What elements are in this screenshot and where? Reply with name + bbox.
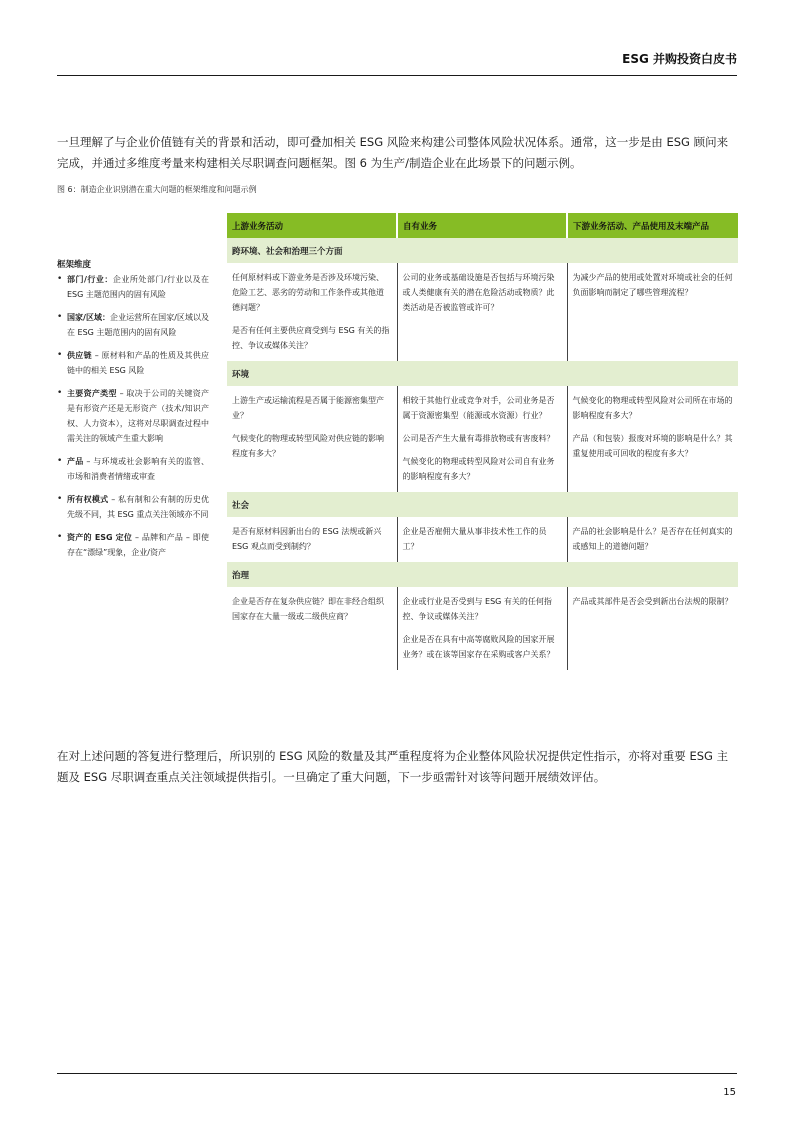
question-text: 任何原材料或下游业务是否涉及环境污染、危险工艺、恶劣的劳动和工作条件或其他道德问题？ — [232, 273, 384, 312]
bullet-icon: • — [57, 274, 63, 284]
question-cell-upstream — [227, 587, 397, 670]
sidebar-item-term: 资产的 ESG 定位 — [67, 533, 133, 542]
question-cell-own-operations — [397, 517, 567, 562]
header-rule — [57, 75, 737, 76]
question-text: 公司是否产生大量有毒排放物或有害废料？ — [402, 434, 555, 443]
issue-matrix — [227, 213, 738, 670]
bullet-icon: • — [57, 312, 63, 322]
bullet-icon: • — [57, 456, 63, 466]
bullet-icon: • — [57, 388, 63, 398]
question-text: 企业是否雇佣大量从事非技术性工作的员工？ — [402, 527, 547, 551]
sidebar-item-text: 企业运营所在国家/区域以及在 ESG 主题范围内的固有风险 — [67, 313, 209, 337]
sidebar-heading: 框架维度 — [57, 260, 92, 270]
matrix-header-row — [227, 213, 738, 238]
sidebar-item-term: 部门/行业： — [67, 275, 113, 284]
figure-caption: 图 6：制造企业识别潜在重大问题的框架维度和问题示例 — [57, 185, 257, 194]
question-row — [227, 263, 738, 361]
question-row — [227, 386, 738, 492]
sidebar-item — [57, 310, 209, 340]
question-text: 企业是否存在复杂供应链？即在非经合组织国家存在大量一级或二级供应商？ — [232, 597, 384, 621]
intro-paragraph: 一旦理解了与企业价值链有关的背景和活动，即可叠加相关 ESG 风险来构建公司整体风险状况体系。通常，这一步是由 ESG 顾问来完成，并通过多维度考量来构建相关尽职调查问题框架。图 6 为生产/制造企业在此场景下的问题示例。 — [57, 135, 729, 170]
page-number: 15 — [723, 1087, 736, 1098]
question-text: 气候变化的物理或转型风险对公司所在市场的影响程度有多大？ — [572, 396, 733, 420]
sidebar-item-term: 所有权模式 — [67, 495, 109, 504]
sidebar-item — [57, 454, 209, 484]
section-header-row — [227, 361, 738, 386]
sidebar-item — [57, 530, 209, 560]
question-cell-upstream — [227, 386, 397, 492]
question-cell-upstream — [227, 263, 397, 361]
sidebar-item-text: – 品牌和产品 – 即使存在“漂绿”现象，企业/资产 — [67, 533, 209, 557]
column-header-upstream: 上游业务活动 — [227, 213, 397, 238]
section-title: 治理 — [227, 562, 738, 587]
sidebar-item — [57, 272, 209, 302]
sidebar-item-term: 供应链 — [67, 351, 92, 360]
question-text: 是否有原材料因新出台的 ESG 法规或新兴 ESG 观点而受到制约？ — [232, 527, 382, 551]
question-text: 气候变化的物理或转型风险对公司自有业务的影响程度有多大？ — [402, 457, 555, 481]
column-header-downstream: 下游业务活动、产品使用及末端产品 — [567, 213, 738, 238]
framework-sidebar — [57, 258, 209, 568]
matrix-body — [227, 238, 738, 670]
question-text: 企业是否在具有中高等腐败风险的国家开展业务？或在该等国家存在采购或客户关系？ — [402, 635, 555, 659]
question-cell-downstream — [567, 386, 738, 492]
sidebar-item-text: – 取决于公司的关键资产是有形资产还是无形资产（技术/知识产权、人力资本），这将对尽职调查过程中需关注的领域产生重大影响 — [67, 389, 209, 443]
sidebar-item-text: – 私有制和公有制的历史优先级不同，其 ESG 重点关注领域亦不同 — [67, 495, 210, 519]
question-text: 产品（和包装）报废对环境的影响是什么？其重复使用或可回收的程度有多大？ — [572, 434, 733, 458]
sidebar-item-term: 主要资产类型 — [67, 389, 117, 398]
question-text: 企业或行业是否受到与 ESG 有关的任何指控、争议或媒体关注？ — [402, 597, 552, 621]
bullet-icon: • — [57, 532, 63, 542]
section-title: 跨环境、社会和治理三个方面 — [227, 238, 738, 263]
sidebar-item — [57, 386, 209, 446]
header-title: ESG 并购投资白皮书 — [622, 52, 737, 66]
section-header-row — [227, 492, 738, 517]
column-header-own-operations: 自有业务 — [397, 213, 567, 238]
question-cell-own-operations — [397, 386, 567, 492]
question-cell-downstream — [567, 263, 738, 361]
question-text: 为减少产品的使用或处置对环境或社会的任何负面影响而制定了哪些管理流程？ — [572, 273, 733, 297]
question-text: 产品的社会影响是什么？是否存在任何真实的或感知上的道德问题？ — [572, 527, 733, 551]
question-row — [227, 587, 738, 670]
footer-rule — [57, 1073, 737, 1074]
question-text: 上游生产或运输流程是否属于能源密集型产业？ — [232, 396, 384, 420]
sidebar-item-term: 产品 — [67, 457, 84, 466]
sidebar-item-text: 企业所处部门/行业以及在 ESG 主题范围内的固有风险 — [67, 275, 210, 299]
section-title: 社会 — [227, 492, 738, 517]
sidebar-list — [57, 272, 209, 560]
bullet-icon: • — [57, 494, 63, 504]
sidebar-item — [57, 348, 209, 378]
question-text: 是否有任何主要供应商受到与 ESG 有关的指控、争议或媒体关注？ — [232, 326, 390, 350]
sidebar-item-term: 国家/区域： — [67, 313, 111, 322]
question-text: 相较于其他行业或竞争对手，公司业务是否属于资源密集型（能源或水资源）行业？ — [402, 396, 555, 420]
section-header-row — [227, 562, 738, 587]
question-cell-downstream — [567, 587, 738, 670]
section-header-row — [227, 238, 738, 263]
sidebar-item-text: – 与环境或社会影响有关的监管、市场和消费者情绪或审查 — [67, 457, 209, 481]
question-text: 公司的业务或基础设施是否包括与环境污染或人类健康有关的潜在危险活动或物质？此类活动是否被监管或许可？ — [402, 273, 555, 312]
sidebar-item-text: – 原材料和产品的性质及其供应链中的相关 ESG 风险 — [67, 351, 210, 375]
bullet-icon: • — [57, 350, 63, 360]
question-cell-downstream — [567, 517, 738, 562]
question-row — [227, 517, 738, 562]
sidebar-item — [57, 492, 209, 522]
question-text: 产品或其部件是否会受到新出台法规的限制？ — [572, 597, 733, 606]
question-cell-own-operations — [397, 263, 567, 361]
question-cell-upstream — [227, 517, 397, 562]
section-title: 环境 — [227, 361, 738, 386]
outro-paragraph: 在对上述问题的答复进行整理后，所识别的 ESG 风险的数量及其严重程度将为企业整体风险状况提供定性指示，亦将对重要 ESG 主题及 ESG 尽职调查重点关注领域提供指引。一旦确定了重大问题，下一步亟需针对该等问题开展绩效评估。 — [57, 749, 729, 784]
question-text: 气候变化的物理或转型风险对供应链的影响程度有多大？ — [232, 434, 384, 458]
question-cell-own-operations — [397, 587, 567, 670]
